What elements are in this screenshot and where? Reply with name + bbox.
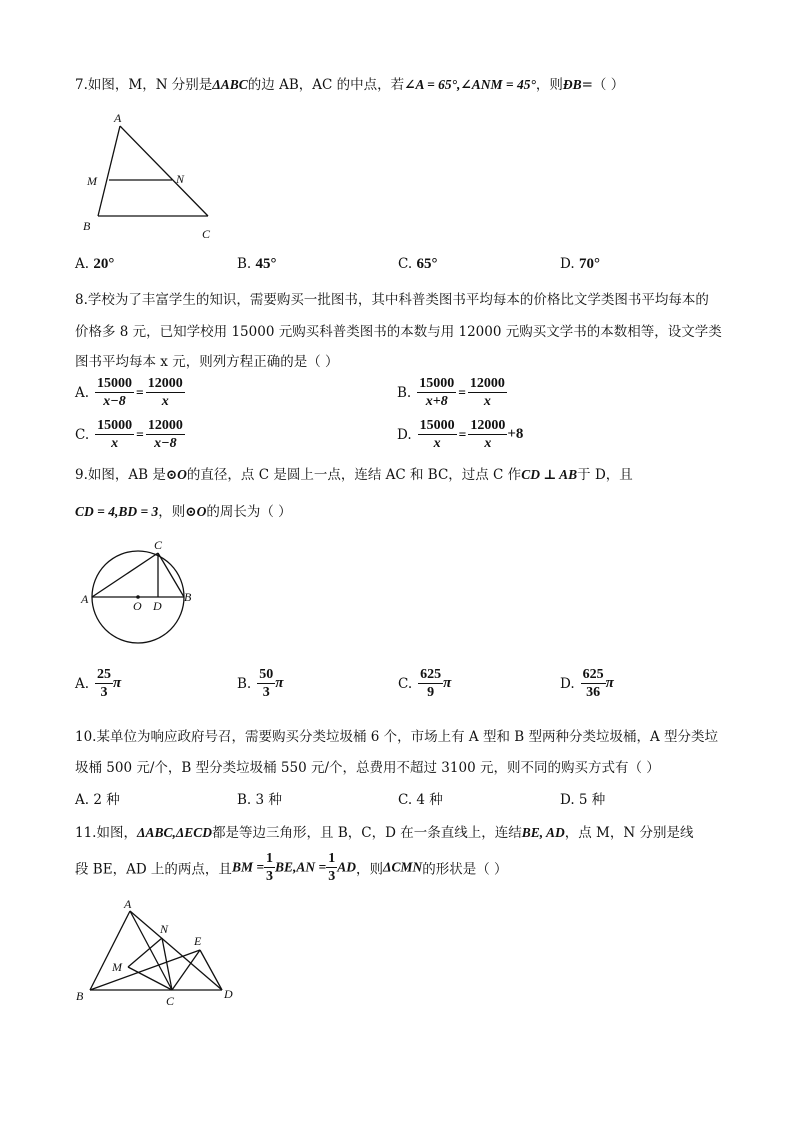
q10-stem-line1: 10.某单位为响应政府号召，需要购买分类垃圾桶 6 个，市场上有 A 型和 B 型两种分类垃圾桶，A 型分类垃 [75,729,719,745]
q10-option-c[interactable]: C. 4 种 [398,792,443,808]
q7-condition: ∠A = 65°,∠ANM = 45° [404,77,536,92]
fraction: $\frac{625}{36}$ [582,667,604,700]
q7-option-a[interactable]: A. 20° [75,256,115,272]
fraction: $\frac{12000}{x}$ [147,376,183,409]
q11-stem-line2: 段 BE，AD 上的两点，且BM = $\frac{1}{3}$ BE,AN = $\frac{1}{3}$ AD，则ΔCMN的形状是（ ） [75,851,508,884]
q7-option-c[interactable]: C. 65° [398,256,438,272]
q11-label-A: A [124,897,132,911]
q9-stem-line2: CD = 4,BD = 3，则⊙O的周长为（ ） [75,504,292,520]
q7-option-d[interactable]: D. 70° [560,256,600,272]
fraction: $\frac{1}{3}$ [266,851,274,884]
q9-option-d[interactable]: D. $\frac{625}{36}$ π [560,667,614,700]
q9-circle-figure [78,535,198,645]
q8-option-d[interactable]: D. $\frac{15000}{x}$ = $\frac{12000}{x}$ +8 [397,418,524,451]
fraction: $\frac{1}{3}$ [328,851,336,884]
q9-label-A: A [81,592,89,606]
q7-label-M: M [87,174,97,188]
q8-stem-line1: 8.学校为了丰富学生的知识，需要购买一批图书，其中科普类图书平均每本的价格比文学类图书平均每本的 [75,292,709,308]
q9-option-b[interactable]: B. $\frac{50}{3}$ π [237,667,284,700]
q7-stem: 7.如图，M，N 分别是ΔABC的边 AB，AC 的中点，若∠A = 65°,∠ANM = 45°，则ÐB=（ ） [75,77,625,93]
q10-option-b[interactable]: B. 3 种 [237,792,282,808]
q7-label-N: N [176,172,185,186]
q7-option-b[interactable]: B. 45° [237,256,277,272]
fraction: $\frac{12000}{x-8}$ [147,418,183,451]
q8-stem-line3: 图书平均每本 x 元，则列方程正确的是（ ） [75,354,339,370]
q9-perp: CD ⊥ AB [521,467,578,482]
q10-option-a[interactable]: A. 2 种 [75,792,120,808]
q7-target: ÐB [562,77,582,92]
q7-triangle-figure [78,108,218,243]
q9-label-O: O [133,599,142,613]
fraction: $\frac{25}{3}$ [97,667,112,700]
fraction: $\frac{12000}{x}$ [470,418,506,451]
q8-option-a[interactable]: A. $\frac{15000}{x-8}$ = $\frac{12000}{x}$ [75,376,183,409]
q11-label-B: B [76,989,84,1003]
q8-option-c[interactable]: C. $\frac{15000}{x}$ = $\frac{12000}{x-8}$ [75,418,183,451]
q7-triangle: ΔABC [212,77,248,92]
fraction: $\frac{15000}{x+8}$ [419,376,455,409]
fraction: $\frac{15000}{x}$ [97,418,133,451]
fraction: $\frac{625}{9}$ [420,667,442,700]
q10-stem-line2: 圾桶 500 元/个，B 型分类垃圾桶 550 元/个，总费用不超过 3100 元，则不同的购买方式有（ ） [75,760,660,776]
fraction: $\frac{12000}{x}$ [469,376,505,409]
q11-label-M: M [112,960,122,974]
q9-condition: CD = 4,BD = 3 [75,504,159,519]
q7-label-A: A [114,111,122,125]
fraction: $\frac{15000}{x}$ [419,418,455,451]
q11-label-E: E [194,934,202,948]
q9-option-a[interactable]: A. $\frac{25}{3}$ π [75,667,122,700]
q11-label-C: C [166,994,175,1008]
q9-label-D: D [153,599,162,613]
q11-label-N: N [160,922,169,936]
q11-stem-line1: 11.如图，ΔABC,ΔECD都是等边三角形，且 B，C，D 在一条直线上，连结BE, AD，点 M，N 分别是线 [75,825,694,841]
fraction: $\frac{50}{3}$ [259,667,274,700]
q8-option-b[interactable]: B. $\frac{15000}{x+8}$ = $\frac{12000}{x}$ [397,376,505,409]
q7-label-B: B [83,219,91,233]
q8-stem-line2: 价格多 8 元，已知学校用 15000 元购买科普类图书的本数与用 12000 元购买文学书的本数相等，设文学类 [75,324,722,340]
q9-label-B: B [184,590,192,604]
q10-option-d[interactable]: D. 5 种 [560,792,606,808]
q11-triangles-figure [72,895,247,1010]
q7-label-C: C [202,227,211,241]
q11-label-D: D [224,987,233,1001]
q9-label-C: C [154,538,163,552]
fraction: $\frac{15000}{x-8}$ [97,376,133,409]
q9-option-c[interactable]: C. $\frac{625}{9}$ π [398,667,452,700]
q9-stem-line1: 9.如图，AB 是⊙O的直径，点 C 是圆上一点，连结 AC 和 BC，过点 C 作CD ⊥ AB于 D，且 [75,467,633,483]
